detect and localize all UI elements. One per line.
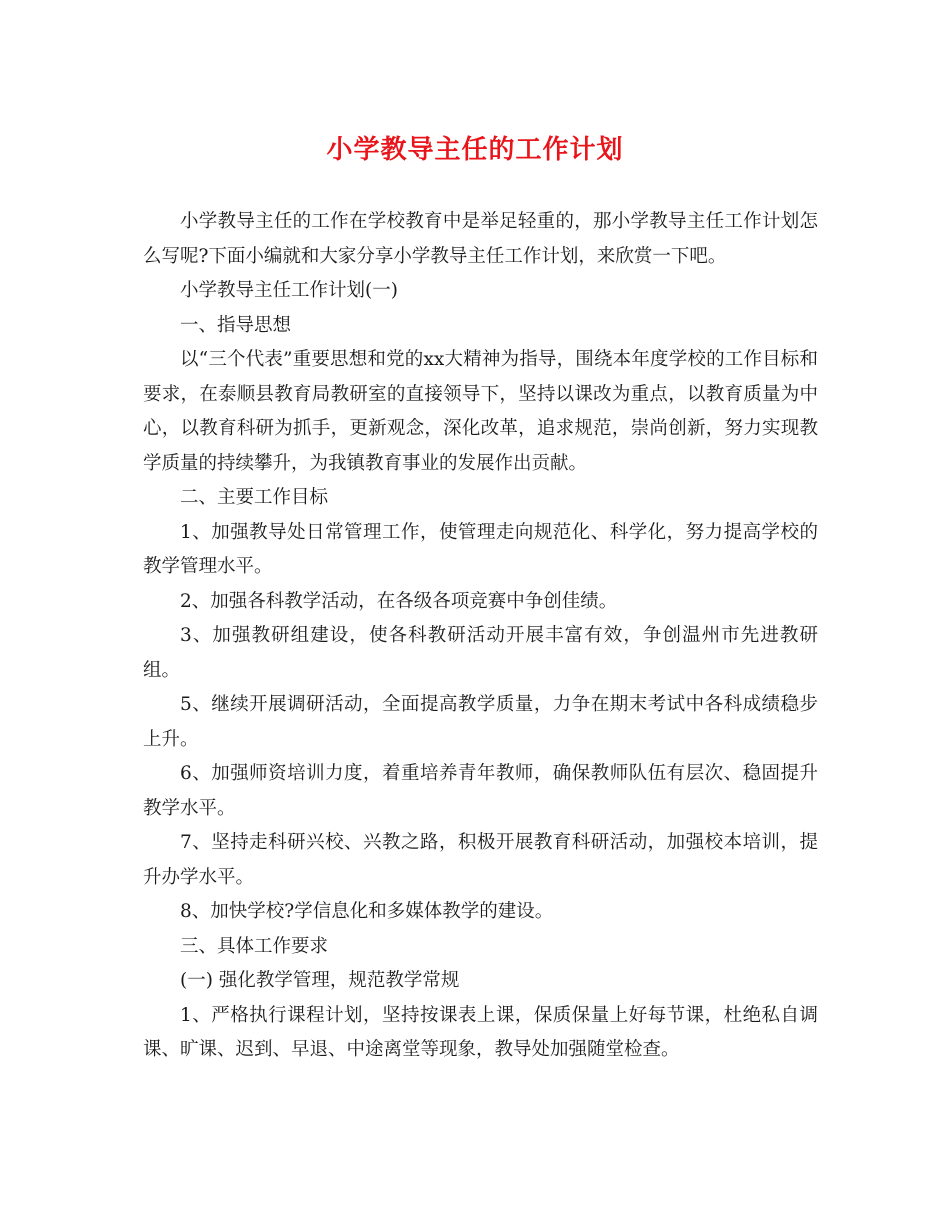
section-heading-requirements: 三、具体工作要求 xyxy=(180,935,329,957)
plan-heading: 小学教导主任工作计划(一) xyxy=(180,280,398,301)
goal-item: 3、加强教研组建设，使各科教研活动开展丰富有效，争创温州市先进教研组。 xyxy=(143,625,818,681)
intro-paragraph: 小学教导主任的工作在学校教育中是举足轻重的，那小学教导主任工作计划怎么写呢?下面小编就和大家分享小学教导主任工作计划，来欣赏一下吧。 xyxy=(143,211,818,267)
goal-item: 6、加强师资培训力度，着重培养青年教师，确保教师队伍有层次、稳固提升教学水平。 xyxy=(143,763,818,819)
guiding-thought-paragraph: 以“三个代表”重要思想和党的xx大精神为指导，围绕本年度学校的工作目标和要求，在泰顺县教育局教研室的直接领导下，坚持以课改为重点，以教育质量为中心，以教育科研为抓手，更新观念，深化改革，追求规范，崇尚创新，努力实现教学质量的持续攀升，为我镇教育事业的发展作出贡献。 xyxy=(143,349,818,474)
section-heading-main-goals: 二、主要工作目标 xyxy=(180,487,329,508)
document-title: 小学教导主任的工作计划 xyxy=(326,135,624,165)
goal-item: 5、继续开展调研活动，全面提高教学质量，力争在期末考试中各科成绩稳步上升。 xyxy=(143,694,818,750)
goal-item: 8、加快学校?学信息化和多媒体教学的建设。 xyxy=(180,901,554,922)
goal-item: 7、坚持走科研兴校、兴教之路，积极开展教育科研活动，加强校本培训，提升办学水平。 xyxy=(143,832,818,888)
goal-item: 2、加强各科教学活动，在各级各项竞赛中争创佳绩。 xyxy=(180,590,618,612)
document-body xyxy=(143,205,818,1068)
requirement-item: 1、严格执行课程计划，坚持按课表上课，保质保量上好每节课，杜绝私自调课、旷课、迟到、早退、中途离堂等现象，教导处加强随堂检查。 xyxy=(143,1004,818,1060)
subsection-heading: (一) 强化教学管理，规范教学常规 xyxy=(180,970,460,991)
section-heading-guiding-thought: 一、指导思想 xyxy=(180,314,292,336)
goal-item: 1、加强教导处日常管理工作，使管理走向规范化、科学化，努力提高学校的教学管理水平。 xyxy=(143,521,818,577)
